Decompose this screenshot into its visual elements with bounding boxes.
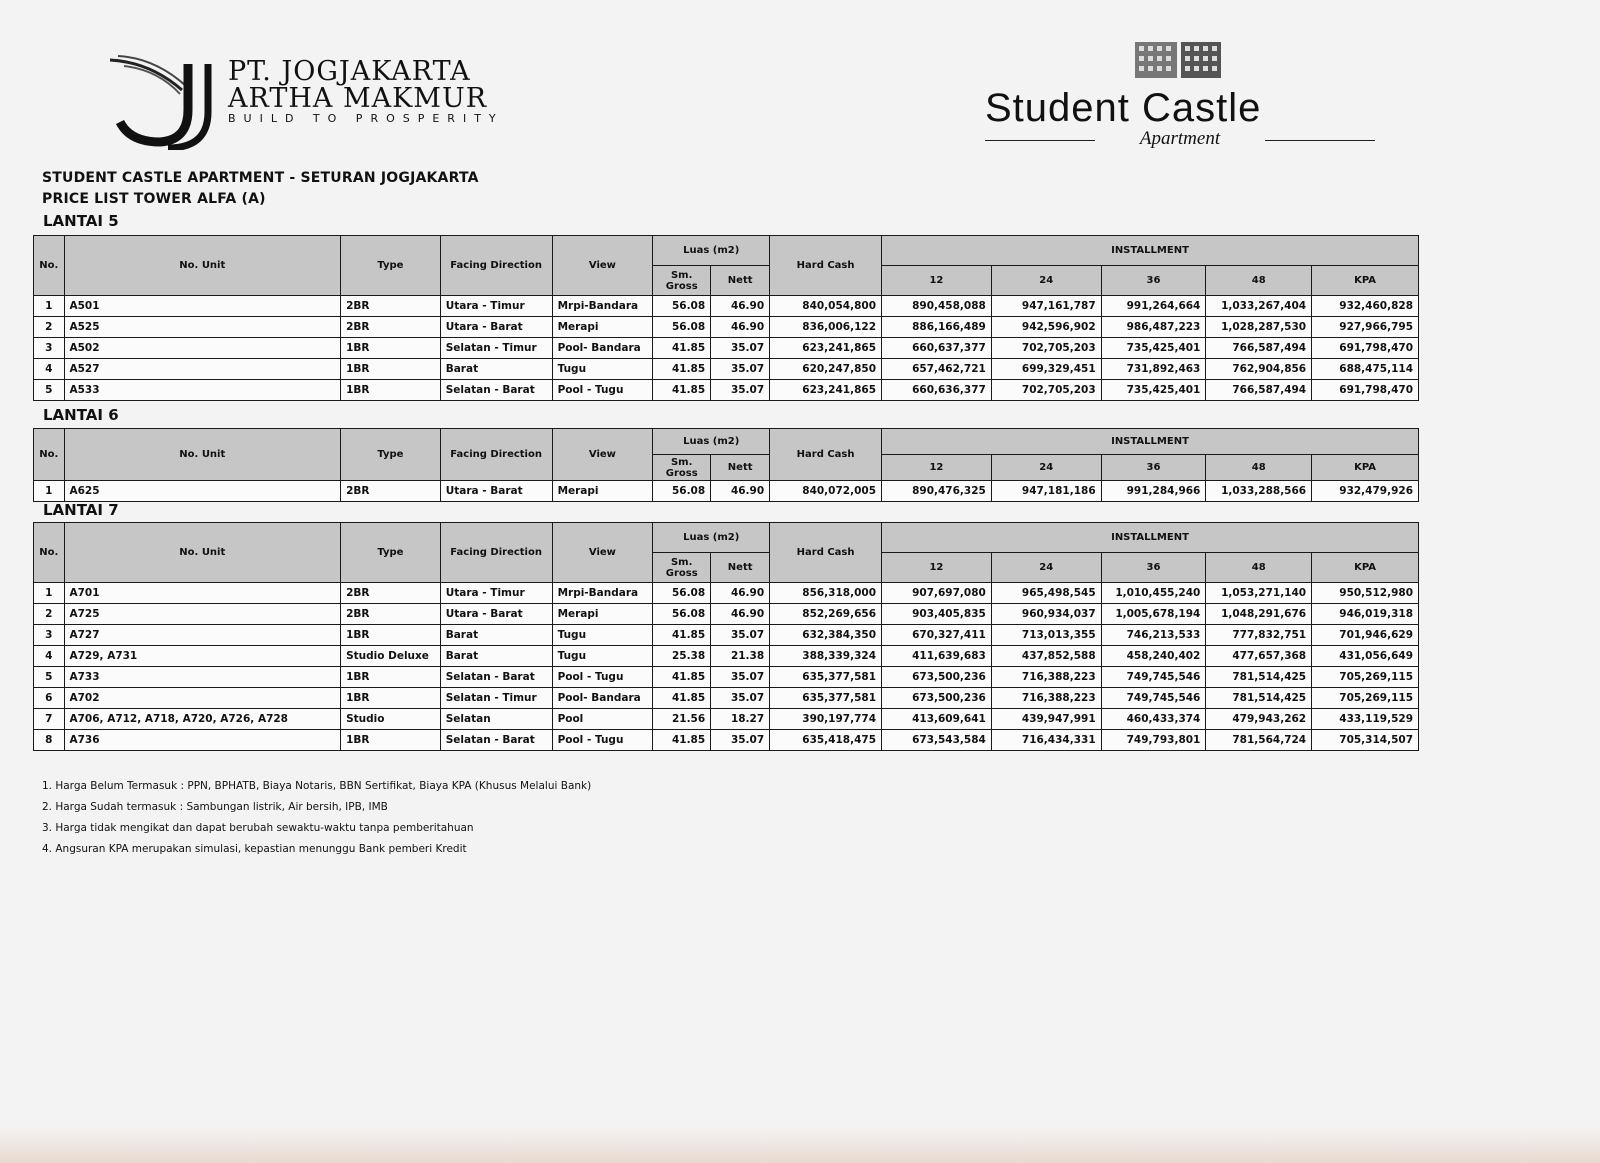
table-cell: Barat [440,625,552,646]
header-installment: INSTALLMENT [882,429,1419,455]
table-cell: 46.90 [711,317,770,338]
table-cell: Utara - Barat [440,317,552,338]
table-cell: Pool- Bandara [552,688,653,709]
brand-subtitle: Apartment [985,128,1375,150]
table-cell: 635,377,581 [770,688,882,709]
table-cell: Tugu [552,625,653,646]
header-installment-36: 36 [1101,266,1206,296]
header-no: No. [34,236,65,296]
table-cell: 691,798,470 [1312,338,1419,359]
price-table-lantai-6 [33,428,1419,502]
table-cell: A733 [64,667,341,688]
table-header-row [34,429,1419,455]
table-cell: 735,425,401 [1101,338,1206,359]
table-cell: 713,013,355 [991,625,1101,646]
table-cell: 437,852,588 [991,646,1101,667]
header-sm-gross: Sm. Gross [653,455,711,481]
table-cell: 749,793,801 [1101,730,1206,751]
header-luas: Luas (m2) [653,429,770,455]
table-cell: 781,514,425 [1206,667,1312,688]
table-cell: 716,388,223 [991,688,1101,709]
header-installment-48: 48 [1206,266,1312,296]
table-row [34,625,1419,646]
header-facing-direction: Facing Direction [440,523,552,583]
table-cell: 5 [34,667,65,688]
table-cell: Selatan - Barat [440,730,552,751]
table-cell: 35.07 [711,338,770,359]
table-cell: 479,943,262 [1206,709,1312,730]
table-cell: 781,564,724 [1206,730,1312,751]
table-cell: 673,500,236 [882,688,992,709]
price-table-lantai-5 [33,235,1419,401]
table-cell: 781,514,425 [1206,688,1312,709]
table-row [34,709,1419,730]
table-cell: 660,636,377 [882,380,992,401]
header-kpa: KPA [1312,455,1419,481]
table-cell: A727 [64,625,341,646]
table-cell: 1,033,288,566 [1206,481,1312,502]
table-cell: 35.07 [711,380,770,401]
header-installment-48: 48 [1206,455,1312,481]
table-cell: 716,388,223 [991,667,1101,688]
table-cell: 705,314,507 [1312,730,1419,751]
header-installment: INSTALLMENT [882,523,1419,553]
table-row [34,730,1419,751]
table-cell: 705,269,115 [1312,667,1419,688]
table-cell: 702,705,203 [991,380,1101,401]
table-cell: 2 [34,317,65,338]
header-installment-12: 12 [882,266,992,296]
table-row [34,604,1419,625]
table-cell: A729, A731 [64,646,341,667]
table-cell: 1,033,267,404 [1206,296,1312,317]
table-cell: Tugu [552,359,653,380]
company-name [228,58,487,112]
table-cell: 942,596,902 [991,317,1101,338]
table-cell: 777,832,751 [1206,625,1312,646]
table-cell: 840,072,005 [770,481,882,502]
table-cell: 2BR [341,583,441,604]
note-item: 2. Harga Sudah termasuk : Sambungan listrik, Air bersih, IPB, IMB [42,801,388,813]
table-cell: Merapi [552,317,653,338]
note-item: 3. Harga tidak mengikat dan dapat berubah sewaktu-waktu tanpa pemberitahuan [42,822,474,834]
header-installment-36: 36 [1101,455,1206,481]
building-emblem-icon [1135,40,1223,80]
table-cell: Merapi [552,481,653,502]
table-cell: A702 [64,688,341,709]
table-cell: Pool [552,709,653,730]
table-cell: Barat [440,646,552,667]
table-cell: 1BR [341,667,441,688]
table-cell: 41.85 [653,359,711,380]
table-cell: 3 [34,338,65,359]
table-cell: 46.90 [711,604,770,625]
table-cell: 1,010,455,240 [1101,583,1206,604]
header-facing-direction: Facing Direction [440,429,552,481]
table-cell: 1,005,678,194 [1101,604,1206,625]
table-cell: 1,053,271,140 [1206,583,1312,604]
header-view: View [552,523,653,583]
table-cell: 1 [34,481,65,502]
table-cell: 657,462,721 [882,359,992,380]
table-cell: 41.85 [653,730,711,751]
table-cell: 35.07 [711,667,770,688]
table-cell: 56.08 [653,317,711,338]
table-cell: 2BR [341,317,441,338]
header-facing-direction: Facing Direction [440,236,552,296]
table-cell: 947,181,186 [991,481,1101,502]
brand-name: Student Castle [985,86,1262,130]
table-cell: Merapi [552,604,653,625]
table-row [34,296,1419,317]
table-cell: Utara - Barat [440,481,552,502]
table-cell: A736 [64,730,341,751]
table-cell: 41.85 [653,688,711,709]
table-row [34,317,1419,338]
table-cell: 986,487,223 [1101,317,1206,338]
header-type: Type [341,429,441,481]
table-row [34,359,1419,380]
table-cell: 840,054,800 [770,296,882,317]
table-cell: Selatan - Timur [440,688,552,709]
table-cell: 632,384,350 [770,625,882,646]
table-cell: Tugu [552,646,653,667]
table-cell: 41.85 [653,625,711,646]
table-cell: 8 [34,730,65,751]
table-cell: Mrpi-Bandara [552,296,653,317]
table-cell: 1 [34,296,65,317]
table-cell: 746,213,533 [1101,625,1206,646]
price-table-lantai-7 [33,522,1419,751]
table-cell: 836,006,122 [770,317,882,338]
table-cell: 766,587,494 [1206,380,1312,401]
table-cell: A501 [64,296,341,317]
table-cell: 702,705,203 [991,338,1101,359]
table-cell: 673,500,236 [882,667,992,688]
table-cell: 460,433,374 [1101,709,1206,730]
table-cell: Studio [341,709,441,730]
table-cell: 635,377,581 [770,667,882,688]
table-cell: 2BR [341,481,441,502]
table-cell: 932,460,828 [1312,296,1419,317]
table-cell: 433,119,529 [1312,709,1419,730]
table-cell: 439,947,991 [991,709,1101,730]
table-cell: A527 [64,359,341,380]
header-hard-cash: Hard Cash [770,236,882,296]
table-cell: 1BR [341,688,441,709]
header-kpa: KPA [1312,553,1419,583]
brand-logo [985,36,1385,149]
table-cell: 388,339,324 [770,646,882,667]
table-cell: A706, A712, A718, A720, A726, A728 [64,709,341,730]
table-cell: 56.08 [653,583,711,604]
header-installment: INSTALLMENT [882,236,1419,266]
table-row [34,380,1419,401]
table-cell: 670,327,411 [882,625,992,646]
table-cell: 21.38 [711,646,770,667]
table-cell: 18.27 [711,709,770,730]
header-nett: Nett [711,553,770,583]
table-cell: 25.38 [653,646,711,667]
table-cell: Utara - Timur [440,583,552,604]
table-cell: 852,269,656 [770,604,882,625]
table-cell: 635,418,475 [770,730,882,751]
table-cell: 477,657,368 [1206,646,1312,667]
table-cell: 927,966,795 [1312,317,1419,338]
table-cell: 2BR [341,296,441,317]
table-cell: A525 [64,317,341,338]
document-subtitle: PRICE LIST TOWER ALFA (A) [42,191,266,207]
table-cell: 886,166,489 [882,317,992,338]
header-installment-24: 24 [991,266,1101,296]
note-item: 4. Angsuran KPA merupakan simulasi, kepastian menunggu Bank pemberi Kredit [42,843,467,855]
table-cell: 56.08 [653,604,711,625]
table-cell: 56.08 [653,296,711,317]
table-cell: Utara - Timur [440,296,552,317]
document-title: STUDENT CASTLE APARTMENT - SETURAN JOGJAKARTA [42,170,479,186]
table-cell: 6 [34,688,65,709]
table-cell: 1BR [341,625,441,646]
header-unit: No. Unit [64,523,341,583]
table-cell: 41.85 [653,380,711,401]
table-cell: 749,745,546 [1101,667,1206,688]
table-cell: 46.90 [711,481,770,502]
note-item: 1. Harga Belum Termasuk : PPN, BPHATB, Biaya Notaris, BBN Sertifikat, Biaya KPA (Khusus Melalui Bank) [42,780,592,792]
table-cell: 35.07 [711,688,770,709]
table-cell: Pool - Tugu [552,667,653,688]
header-installment-12: 12 [882,553,992,583]
table-cell: Selatan [440,709,552,730]
header-type: Type [341,236,441,296]
table-cell: 766,587,494 [1206,338,1312,359]
company-logo [60,44,580,154]
table-cell: 1,048,291,676 [1206,604,1312,625]
table-row [34,481,1419,502]
table-row [34,583,1419,604]
table-cell: 46.90 [711,296,770,317]
table-cell: 1BR [341,730,441,751]
header-no: No. [34,523,65,583]
table-row [34,688,1419,709]
header-unit: No. Unit [64,429,341,481]
table-cell: 41.85 [653,338,711,359]
header-hard-cash: Hard Cash [770,523,882,583]
table-cell: 21.56 [653,709,711,730]
table-cell: Pool - Tugu [552,730,653,751]
table-cell: A701 [64,583,341,604]
table-cell: 1 [34,583,65,604]
table-cell: 950,512,980 [1312,583,1419,604]
table-cell: Selatan - Barat [440,380,552,401]
table-cell: 762,904,856 [1206,359,1312,380]
table-cell: 1BR [341,338,441,359]
header-installment-24: 24 [991,553,1101,583]
header-view: View [552,429,653,481]
table-cell: Barat [440,359,552,380]
jj-emblem-icon [110,50,230,150]
table-cell: 699,329,451 [991,359,1101,380]
table-cell: 1BR [341,380,441,401]
header-no: No. [34,429,65,481]
table-cell: 390,197,774 [770,709,882,730]
paper-edge [0,1128,1600,1163]
table-cell: 35.07 [711,730,770,751]
table-cell: 731,892,463 [1101,359,1206,380]
table-cell: 413,609,641 [882,709,992,730]
table-cell: 56.08 [653,481,711,502]
header-type: Type [341,523,441,583]
table-cell: 2 [34,604,65,625]
table-cell: 903,405,835 [882,604,992,625]
table-cell: 620,247,850 [770,359,882,380]
table-cell: 688,475,114 [1312,359,1419,380]
company-name-line1: PT. JOGJAKARTA [228,56,471,87]
table-cell: 41.85 [653,667,711,688]
header-kpa: KPA [1312,266,1419,296]
notes [42,776,591,860]
table-cell: Pool- Bandara [552,338,653,359]
table-cell: 411,639,683 [882,646,992,667]
table-cell: Selatan - Timur [440,338,552,359]
table-cell: 890,458,088 [882,296,992,317]
table-row [34,667,1419,688]
header-nett: Nett [711,266,770,296]
table-cell: 4 [34,646,65,667]
table-cell: 932,479,926 [1312,481,1419,502]
table-cell: 458,240,402 [1101,646,1206,667]
header-view: View [552,236,653,296]
header-sm-gross: Sm. Gross [653,553,711,583]
header-hard-cash: Hard Cash [770,429,882,481]
table-row [34,338,1419,359]
floor-label: LANTAI 5 [43,212,119,230]
table-cell: 691,798,470 [1312,380,1419,401]
table-cell: 946,019,318 [1312,604,1419,625]
table-cell: 749,745,546 [1101,688,1206,709]
company-name-line2: ARTHA MAKMUR [228,83,488,114]
table-cell: Selatan - Barat [440,667,552,688]
table-cell: 35.07 [711,625,770,646]
table-cell: 1BR [341,359,441,380]
table-cell: 890,476,325 [882,481,992,502]
header-luas: Luas (m2) [653,523,770,553]
table-row [34,646,1419,667]
table-cell: 701,946,629 [1312,625,1419,646]
table-cell: 947,161,787 [991,296,1101,317]
table-cell: 991,264,664 [1101,296,1206,317]
table-cell: 431,056,649 [1312,646,1419,667]
table-cell: 965,498,545 [991,583,1101,604]
table-cell: 1,028,287,530 [1206,317,1312,338]
header-luas: Luas (m2) [653,236,770,266]
header-installment-48: 48 [1206,553,1312,583]
table-cell: A625 [64,481,341,502]
table-cell: 705,269,115 [1312,688,1419,709]
header-installment-12: 12 [882,455,992,481]
table-cell: 623,241,865 [770,380,882,401]
table-cell: 660,637,377 [882,338,992,359]
table-cell: 35.07 [711,359,770,380]
table-header-row [34,236,1419,266]
table-cell: Utara - Barat [440,604,552,625]
floor-label: LANTAI 7 [43,501,119,519]
table-cell: 2BR [341,604,441,625]
table-cell: A533 [64,380,341,401]
table-cell: A725 [64,604,341,625]
table-cell: 3 [34,625,65,646]
table-cell: 960,934,037 [991,604,1101,625]
table-cell: 735,425,401 [1101,380,1206,401]
floor-label: LANTAI 6 [43,406,119,424]
table-cell: 907,697,080 [882,583,992,604]
table-cell: 4 [34,359,65,380]
company-tagline: BUILD TO PROSPERITY [228,112,504,125]
table-cell: 623,241,865 [770,338,882,359]
header-unit: No. Unit [64,236,341,296]
header-sm-gross: Sm. Gross [653,266,711,296]
table-cell: 5 [34,380,65,401]
header-installment-24: 24 [991,455,1101,481]
header-installment-36: 36 [1101,553,1206,583]
table-cell: Studio Deluxe [341,646,441,667]
table-header-row [34,523,1419,553]
table-cell: 856,318,000 [770,583,882,604]
table-cell: A502 [64,338,341,359]
table-cell: 7 [34,709,65,730]
table-cell: Pool - Tugu [552,380,653,401]
table-cell: 46.90 [711,583,770,604]
table-cell: Mrpi-Bandara [552,583,653,604]
table-cell: 991,284,966 [1101,481,1206,502]
table-cell: 673,543,584 [882,730,992,751]
table-cell: 716,434,331 [991,730,1101,751]
header-nett: Nett [711,455,770,481]
